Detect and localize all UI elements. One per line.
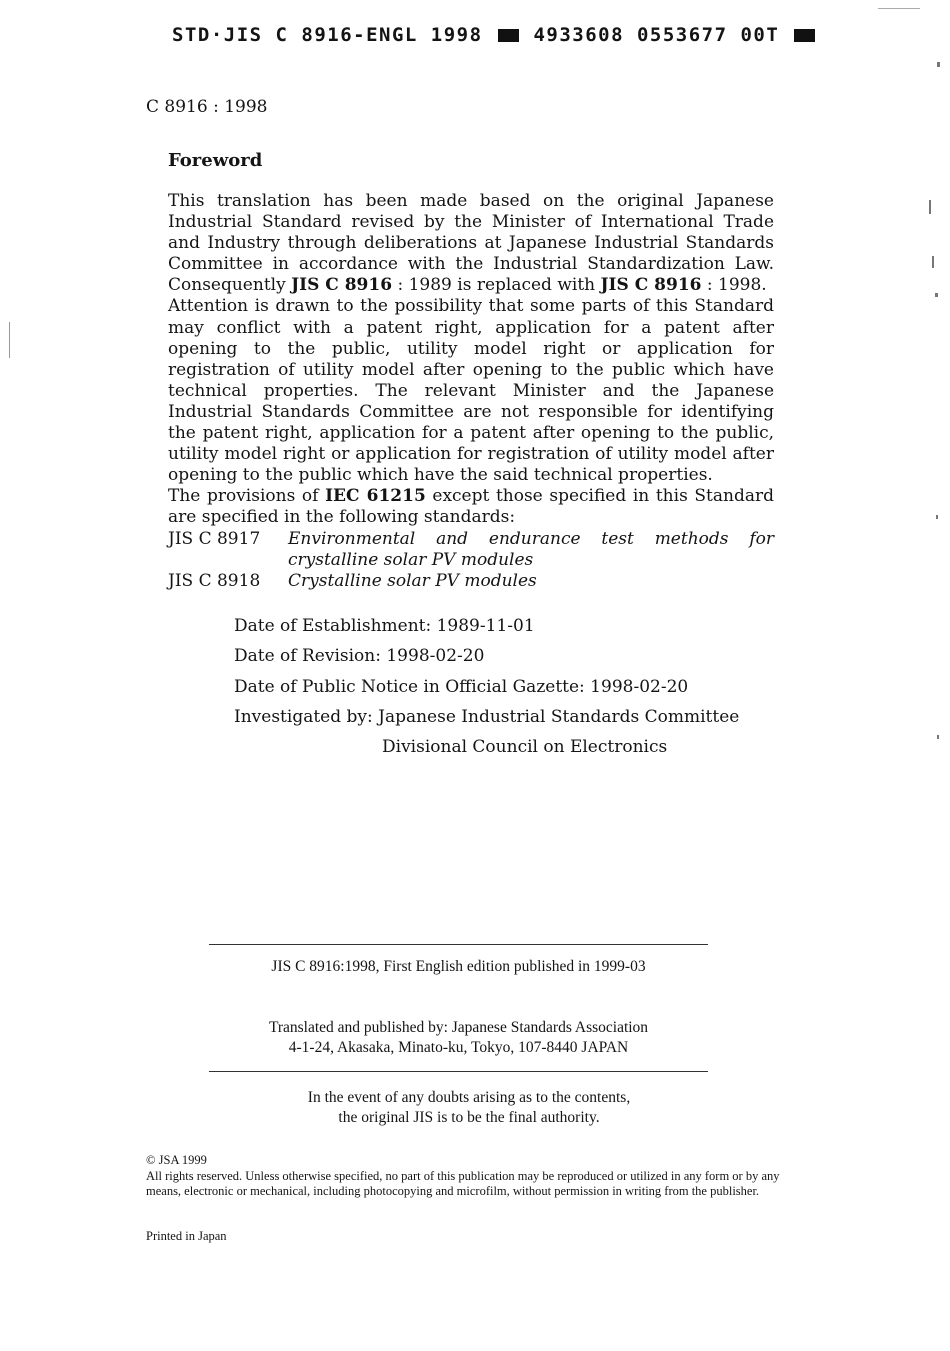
standard-reference: JIS C 8917 Environmental and endurance test methods for crystalline solar PV modules [168,528,774,570]
scan-artifact [929,200,931,214]
scan-artifact [937,62,940,67]
date-of-public-notice: Date of Public Notice in Official Gazette: 1998-02-20 [234,676,689,697]
publisher-name: Translated and published by: Japanese Standards Association [268,1019,649,1036]
scan-artifact [936,515,938,519]
authority-notice: In the event of any doubts arising as to the contents, the original JIS is to be the final authority. [307,1089,631,1126]
divider [209,1071,708,1072]
date-of-revision: Date of Revision: 1998-02-20 [234,646,485,667]
foreword-paragraph-1: This translation has been made based on the original Japanese Industrial Standard revised by the Minister of International Trade and Industry through deliberations at Japanese Industrial Standards Committee in accordance with the Industrial Standardization Law. Consequently JIS C 8916 : 1989 is replaced with JIS C 8916 : 1998. [168,191,774,296]
divider [209,944,708,945]
foreword-heading: Foreword [168,150,263,171]
foreword-paragraph-2: Attention is drawn to the possibility that some parts of this Standard may conflict with a patent right, application for a patent after opening to the public, utility model right or application for registration of utility model after opening to the public which have technical properties. The relevant Minister and the Japanese Industrial Standards Committee are not responsible for identifying the patent right, application for a patent after opening to the public, utility model right or application for registration of utility model after opening to the public which have the said technical properties. [168,296,774,486]
scan-artifact [9,322,10,358]
publisher-info [209,1018,708,1058]
copyright-notice [146,1153,786,1200]
redaction-block-1 [498,29,519,42]
date-of-establishment: Date of Establishment: 1989-11-01 [234,616,535,636]
copyright-line: © JSA 1999 [146,1153,207,1167]
document-number: C 8916 : 1998 [146,97,268,117]
document-control-code [172,24,817,46]
printed-in: Printed in Japan [146,1229,227,1243]
date-information [234,615,739,766]
control-code-left: STD·JIS C 8916-ENGL 1998 [172,24,483,46]
foreword-body [168,191,774,592]
investigated-by: Investigated by: Japanese Industrial Standards Committee [234,706,740,727]
edition-statement: JIS C 8916:1998, First English edition published in 1999-03 [271,958,646,975]
scan-artifact [932,256,934,268]
control-code-right: 4933608 0553677 00T [533,24,780,46]
rights-reserved: All rights reserved. Unless otherwise specified, no part of this publication may be reproduced or utilized in any form or by any means, electronic or mechanical, including photocopying and microfilm, without permission in writing from the publisher. [146,1168,780,1198]
scan-artifact [935,293,938,297]
redaction-block-2 [794,29,815,42]
foreword-paragraph-3: The provisions of IEC 61215 except those specified in this Standard are specified in the following standards: [168,486,774,528]
divisional-council: Divisional Council on Electronics [382,737,668,758]
standard-reference: JIS C 8918 Crystalline solar PV modules [168,570,537,591]
publisher-address: 4-1-24, Akasaka, Minato-ku, Tokyo, 107-8440 JAPAN [288,1039,629,1056]
scan-artifact [878,8,920,9]
scan-artifact [937,735,939,739]
